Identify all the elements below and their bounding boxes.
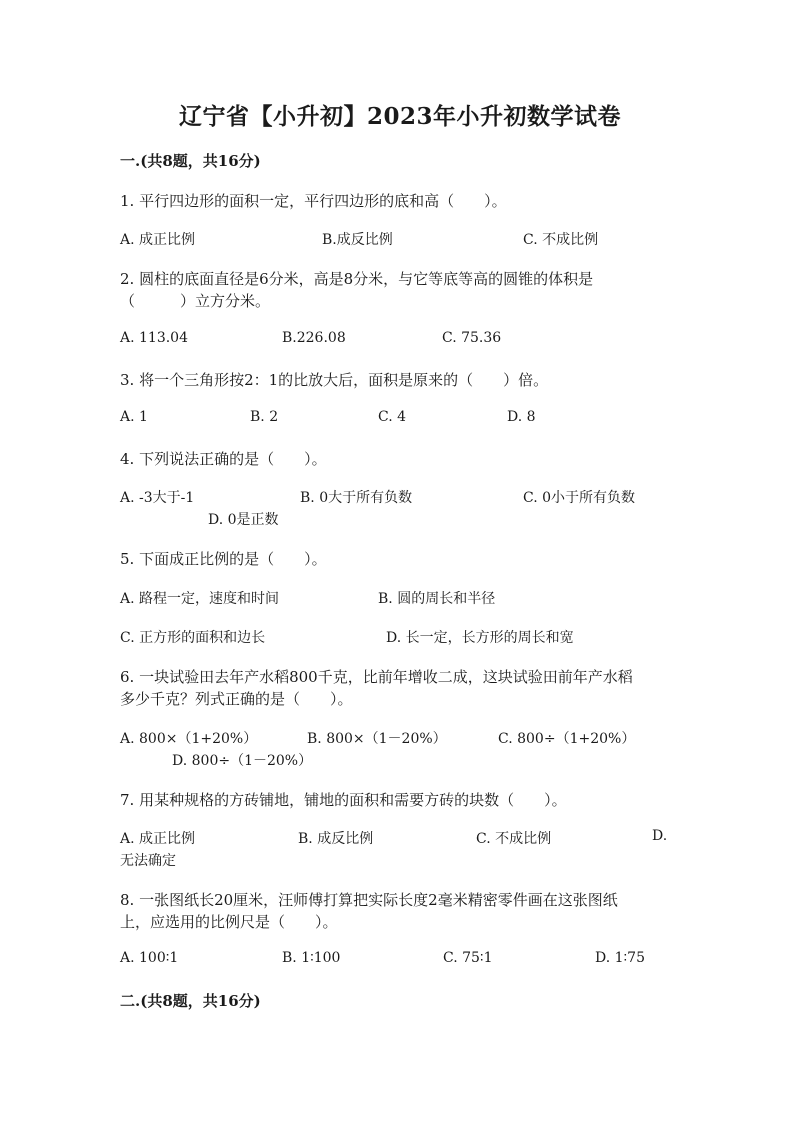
section-header-2: 二.(共8题，共16分) <box>120 992 261 1010</box>
q3-option-d[interactable]: D. 8 <box>507 409 536 425</box>
q5-option-b[interactable]: B. 圆的周长和半径 <box>378 591 496 607</box>
q4-option-b[interactable]: B. 0大于所有负数 <box>300 490 413 506</box>
question-2-text-line2: （ ）立方分米。 <box>120 292 271 310</box>
q3-option-b[interactable]: B. 2 <box>250 409 279 425</box>
question-2-text-line1: 2. 圆柱的底面直径是6分米，高是8分米，与它等底等高的圆锥的体积是 <box>120 270 594 288</box>
q7-option-d-text[interactable]: 无法确定 <box>120 853 176 869</box>
q1-option-a[interactable]: A. 成正比例 <box>120 232 196 248</box>
q6-option-d[interactable]: D. 800÷（1－20%） <box>172 753 313 769</box>
q4-option-c[interactable]: C. 0小于所有负数 <box>523 490 636 506</box>
q7-option-c[interactable]: C. 不成比例 <box>476 831 552 847</box>
question-8-text-line1: 8. 一张图纸长20厘米，汪师傅打算把实际长度2毫米精密零件画在这张图纸 <box>120 891 618 909</box>
q5-option-a[interactable]: A. 路程一定，速度和时间 <box>120 591 280 607</box>
q5-option-c[interactable]: C. 正方形的面积和边长 <box>120 630 266 646</box>
question-6-text-line1: 6. 一块试验田去年产水稻800千克，比前年增收二成，这块试验田前年产水稻 <box>120 668 633 686</box>
question-3-text: 3. 将一个三角形按2：1的比放大后，面积是原来的（ ）倍。 <box>120 371 549 389</box>
q3-option-c[interactable]: C. 4 <box>378 409 407 425</box>
q6-option-b[interactable]: B. 800×（1－20%） <box>307 731 447 747</box>
page-title: 辽宁省【小升初】2023年小升初数学试卷 <box>178 103 621 130</box>
q5-option-d[interactable]: D. 长一定，长方形的周长和宽 <box>386 630 574 646</box>
q8-option-b[interactable]: B. 1∶100 <box>282 950 341 966</box>
q2-option-b[interactable]: B.226.08 <box>282 330 346 346</box>
q4-option-d[interactable]: D. 0是正数 <box>208 512 279 528</box>
q3-option-a[interactable]: A. 1 <box>120 409 148 425</box>
q7-option-d-label[interactable]: D. <box>652 828 668 844</box>
q8-option-c[interactable]: C. 75∶1 <box>443 950 493 966</box>
q4-option-a[interactable]: A. -3大于-1 <box>120 490 195 506</box>
q2-option-a[interactable]: A. 113.04 <box>120 330 188 346</box>
q6-option-c[interactable]: C. 800÷（1+20%） <box>498 731 636 747</box>
q6-option-a[interactable]: A. 800×（1+20%） <box>120 731 258 747</box>
question-1-text: 1. 平行四边形的面积一定，平行四边形的底和高（ ）。 <box>120 192 507 210</box>
section-header-1: 一.(共8题，共16分) <box>120 152 261 170</box>
question-6-text-line2: 多少千克？列式正确的是（ ）。 <box>120 690 353 708</box>
q8-option-d[interactable]: D. 1∶75 <box>595 950 645 966</box>
q8-option-a[interactable]: A. 100∶1 <box>120 950 179 966</box>
question-4-text: 4. 下列说法正确的是（ ）。 <box>120 450 327 468</box>
question-8-text-line2: 上，应选用的比例尺是（ ）。 <box>120 913 338 931</box>
q1-option-c[interactable]: C. 不成比例 <box>523 232 599 248</box>
q1-option-b[interactable]: B.成反比例 <box>322 232 393 248</box>
q2-option-c[interactable]: C. 75.36 <box>442 330 502 346</box>
question-7-text: 7. 用某种规格的方砖铺地，铺地的面积和需要方砖的块数（ ）。 <box>120 791 567 809</box>
q7-option-a[interactable]: A. 成正比例 <box>120 831 196 847</box>
question-5-text: 5. 下面成正比例的是（ ）。 <box>120 550 327 568</box>
q7-option-b[interactable]: B. 成反比例 <box>298 831 374 847</box>
